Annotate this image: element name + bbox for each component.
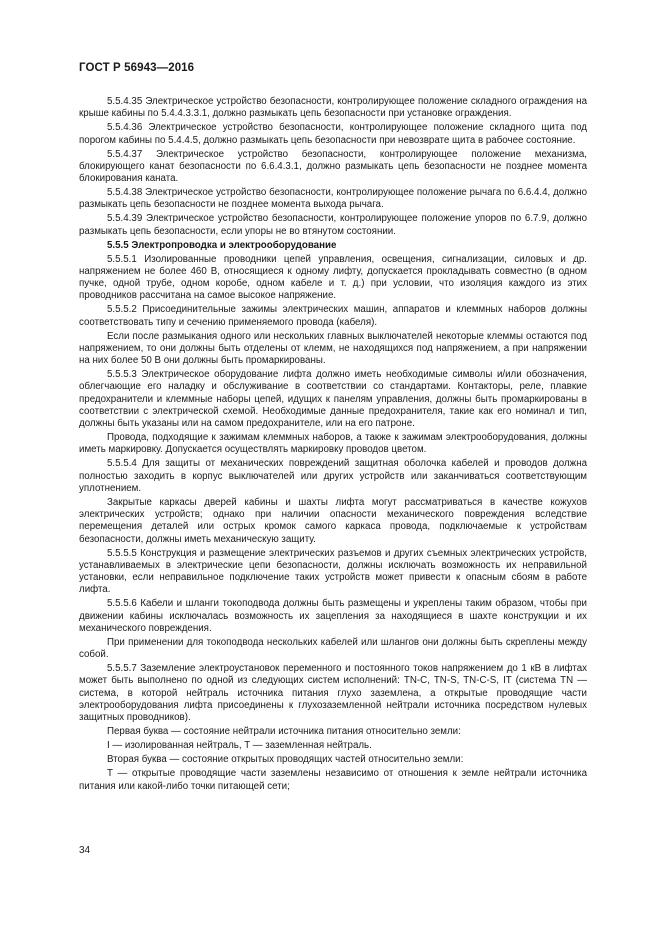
- paragraph: Провода, подходящие к зажимам клеммных наборов, а также к зажимам электрооборудования, должны иметь маркировку. Допускается осуществлять маркировку проводов цветом.: [79, 432, 587, 456]
- paragraph-5-5-5-7: 5.5.5.7 Заземление электроустановок переменного и постоянного токов напряжением до 1 кВ в лифтах может быть выполнено по одной из следующих систем исполнений: TN-C, TN-S, TN-C-S, IT (система TN — система, в которой нейтраль источника питания глухо заземлена, а открытые проводящие части электрооборудования лифта присоединены к глухозаземленной нейтрали источника посредством нулевых защитных проводников).: [79, 663, 587, 723]
- paragraph-5-5-4-39: 5.5.4.39 Электрическое устройство безопасности, контролирующее положение упоров по 6.7.9, должно размыкать цепь безопасности, если упоры не во втянутом состоянии.: [79, 213, 587, 237]
- paragraph: T — открытые проводящие части заземлены независимо от отношения к земле нейтрали источника питания или какой-либо точки питающей сети;: [79, 768, 587, 792]
- standard-header: ГОСТ Р 56943—2016: [79, 62, 195, 74]
- paragraph: Вторая буква — состояние открытых проводящих частей относительно земли:: [107, 754, 464, 766]
- paragraph-5-5-4-37: 5.5.4.37 Электрическое устройство безопасности, контролирующее положение механизма, блокирующего канат безопасности по 6.6.4.3.1, должно размыкать цепь безопасности не позднее момента блокирования каната.: [79, 148, 587, 184]
- paragraph: При применении для токоподвода нескольких кабелей или шлангов они должны быть скреплены между собой.: [79, 636, 587, 661]
- paragraph-5-5-4-38: 5.5.4.38 Электрическое устройство безопасности, контролирующее положение рычага по 6.6.4.4, должно размыкать цепь безопасности не позднее момента выхода рычага.: [79, 187, 587, 211]
- paragraph-5-5-5-6: 5.5.5.6 Кабели и шланги токоподвода должны быть размещены и укреплены таким образом, чтобы при движении кабины исключалась возможность их зацепления за находящиеся в шахте конструкции и их механического повреждения.: [79, 598, 587, 634]
- page-number: 34: [79, 845, 91, 856]
- paragraph-5-5-5-3: 5.5.5.3 Электрическое оборудование лифта должно иметь необходимые символы и/или обозначения, облегчающие его наладку и обслуживание в соответствии со стандартами. Контакторы, реле, плавкие предохранители и клеммные наборы цепей, идущих к панелям управления, должны быть промаркированы в соответствии с электрической схемой. Необходимые данные предохранителя, такие как его номинал и тип, должны быть указаны или на самом предохранителе, или на его патроне.: [79, 369, 587, 430]
- paragraph-5-5-4-36: 5.5.4.36 Электрическое устройство безопасности, контролирующее положение складного щита под порогом кабины по 5.4.4.5, должно размыкать цепь безопасности при невозврате щита в рабочее состояние.: [79, 122, 587, 146]
- paragraph-5-5-5-1: 5.5.5.1 Изолированные проводники цепей управления, освещения, сигнализации, силовых и др. напряжением не более 460 В, относящиеся к одному лифту, допускается прокладывать совместно (в одном пучке, одной трубе, одном коробе, одном кабеле и т. д.) при условии, что изоляция каждого из этих проводников рассчитана на самое высокое напряжение.: [79, 253, 587, 302]
- paragraph-5-5-5-4: 5.5.5.4 Для защиты от механических повреждений защитная оболочка кабелей и проводов должна полностью заходить в корпус выключателей или других устройств или заканчиваться соответствующим уплотнением.: [79, 458, 587, 494]
- paragraph: I — изолированная нейтраль, T — заземленная нейтраль.: [107, 740, 372, 752]
- section-heading-5-5-5: 5.5.5 Электропроводка и электрооборудование: [107, 239, 337, 251]
- paragraph-5-5-5-2: 5.5.5.2 Присоединительные зажимы электрических машин, аппаратов и клеммных наборов должны соответствовать типу и сечению применяемого провода (кабеля).: [79, 304, 587, 328]
- paragraph: Первая буква — состояние нейтрали источника питания относительно земли:: [107, 726, 461, 738]
- document-body: [79, 96, 587, 795]
- paragraph: Если после размыкания одного или нескольких главных выключателей некоторые клеммы остаются под напряжением, то они должны быть отделены от клемм, не находящихся под напряжением, а при напряжении на них более 50 В они должны быть промаркированы.: [79, 330, 587, 367]
- paragraph-5-5-5-5: 5.5.5.5 Конструкция и размещение электрических разъемов и других съемных электрических устройств, устанавливаемых в электрические цепи безопасности, должны исключать возможность их неправильной установки, если неправильное подключение таких устройств может привести к опасным сбоям в работе лифта.: [79, 547, 587, 596]
- paragraph-5-5-4-35: 5.5.4.35 Электрическое устройство безопасности, контролирующее положение складного ограждения на крыше кабины по 5.4.4.3.3.1, должно размыкать цепь безопасности при установке ограждения.: [79, 96, 587, 120]
- paragraph: Закрытые каркасы дверей кабины и шахты лифта могут рассматриваться в качестве кожухов электрических устройств; однако при наличии опасности механического повреждения вследствие перемещения деталей или острых кромок самого каркаса провода, подключаемые к устройствам безопасности, должны иметь механическую защиту.: [79, 496, 587, 545]
